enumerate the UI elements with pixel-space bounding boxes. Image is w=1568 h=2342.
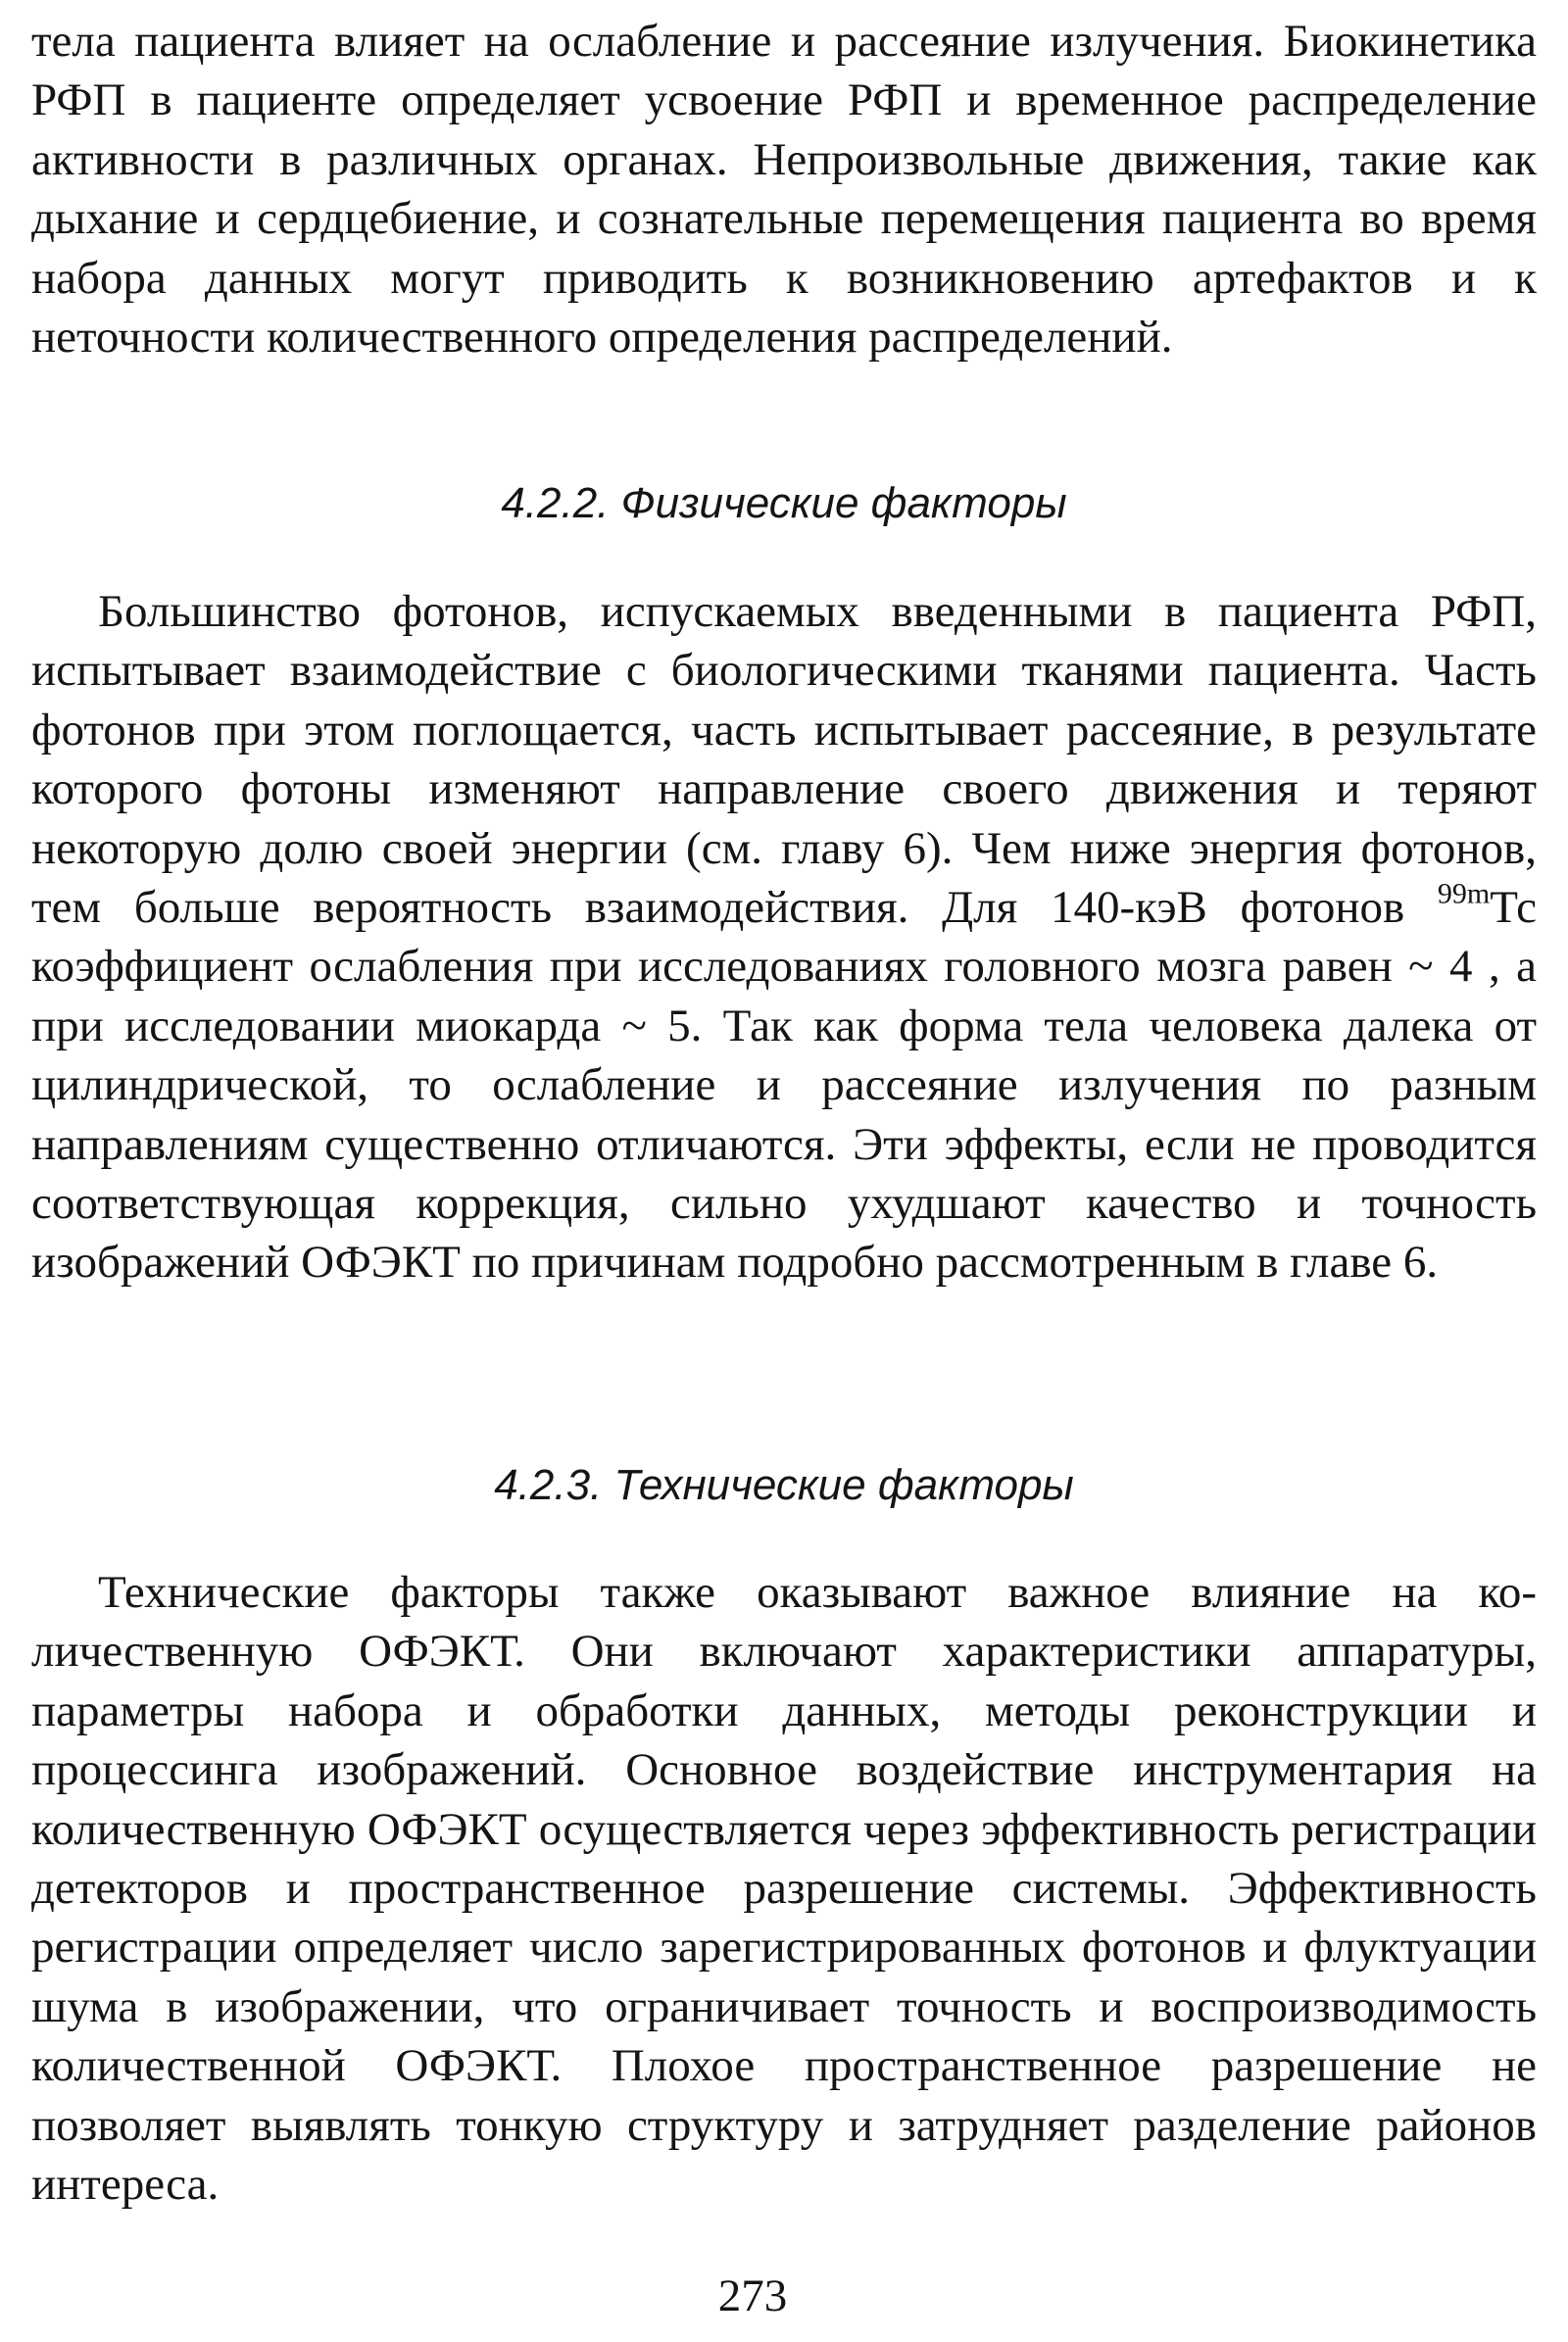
section-heading-physical-factors: 4.2.2. Физические факторы xyxy=(501,479,1067,527)
physical-text-part-2: Тс коэффициент ослабления при исследованиях головного мозга равен ~ 4 , а при исследовании миокарда ~ 5. Так как форма тела человека далека от цилиндрической, то ослабление и рассеяние излучения по разным направлениям существенно отличаются. Эти эффекты, если не проводится соответствующая коррекция, сильно ухудшают качество и точность изображений ОФЭКТ по причинам подробно рассмотренным в главе 6. xyxy=(31,882,1537,1289)
paragraph-technical-factors: Технические факторы также оказывают важное влияние на количественную ОФЭКТ. Они включают характеристики аппаратуры, параметры набора и обработки данных, методы реконструкции и процессинга изображений. Основное воздействие инструментария на количественную ОФЭКТ осуществляется через эффективность регистрации детекторов и пространственное разрешение системы. Эффективность регистрации определяет число зарегистрированных фотонов и флуктуации шума в изображении, что ограничивает точность и воспроизводимость количественной ОФЭКТ. Плохое пространственное разрешение не позволяет выявлять тонкую структуру и затрудняет разделение районов интереса. xyxy=(31,1567,1537,2211)
continued-paragraph: тела пациента влияет на ослабление и рассеяние излучения. Биокинетика РФП в пациенте определяет усвоение РФП и временное распределение активности в различных органах. Непроизвольные движения, такие как дыхание и сердцебиение, и сознательные перемещения пациента во время набора данных могут приводить к возникновению артефактов и к неточности количественного определения распределений. xyxy=(31,16,1537,364)
section-heading-technical-factors: 4.2.3. Технические факторы xyxy=(494,1461,1074,1509)
isotope-mass-superscript: 99m xyxy=(1437,877,1491,910)
physical-text-part-1: Большинство фотонов, испускаемых введенными в пациента РФП, испытывает взаимодействие с биологическими тканями пациента. Часть фотонов при этом поглощается, часть испытывает рассеяние, в результате которого фотоны изменяют направление своего движения и теряют некоторую долю своей энергии (см. главу 6). Чем ниже энергия фотонов, тем больше вероятность взаимодействия. Для 140-кэВ фотонов xyxy=(31,586,1537,934)
document-page xyxy=(31,0,1537,2342)
page-number: 273 xyxy=(717,2270,788,2321)
paragraph-physical-factors xyxy=(31,582,1537,1293)
